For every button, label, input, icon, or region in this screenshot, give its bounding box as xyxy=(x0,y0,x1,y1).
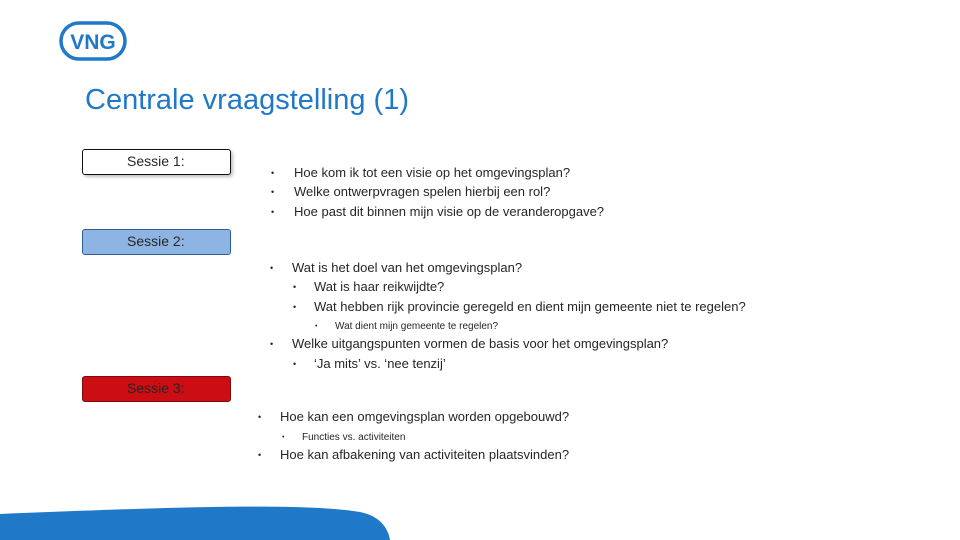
page-title: Centrale vraagstelling (1) xyxy=(85,84,409,116)
bullet-icon: • xyxy=(271,187,275,197)
s3-question-1: • Hoe kan een omgevingsplan worden opgebouwd? xyxy=(258,409,570,424)
s1-question-1: • Hoe kom ik tot een visie op het omgevingsplan? xyxy=(271,165,571,180)
s2-question-2: • Welke uitgangspunten vormen de basis voor het omgevingsplan? xyxy=(270,336,669,351)
bullet-icon: • xyxy=(258,412,262,422)
bullet-icon: • xyxy=(293,302,297,312)
footer-wave xyxy=(0,504,390,540)
s3-question-2: • Hoe kan afbakening van activiteiten plaatsvinden? xyxy=(258,447,570,462)
bullet-icon: • xyxy=(258,450,262,460)
logo-text: VNG xyxy=(70,31,116,54)
s2-sub-sub-1: • Wat dient mijn gemeente te regelen? xyxy=(335,319,498,335)
s2-q2-sub-1: • ‘Ja mits’ vs. ‘nee tenzij’ xyxy=(293,356,446,371)
s2-sub-1: • Wat is haar reikwijdte? xyxy=(293,279,445,294)
s2-question-1: • Wat is het doel van het omgevingsplan? xyxy=(270,260,523,275)
s1-question-3: • Hoe past dit binnen mijn visie op de veranderopgave? xyxy=(271,204,605,219)
bullet-icon: • xyxy=(270,339,274,349)
bullet-icon: • xyxy=(293,359,297,369)
vng-logo xyxy=(58,20,128,62)
session-3-label: Sessie 3: xyxy=(82,376,231,402)
s3-sub-1: • Functies vs. activiteiten xyxy=(302,430,405,446)
session-2-label: Sessie 2: xyxy=(82,229,231,255)
session-1-label: Sessie 1: xyxy=(82,149,231,175)
bullet-icon: • xyxy=(271,207,275,217)
bullet-icon: • xyxy=(282,434,285,441)
bullet-icon: • xyxy=(315,323,318,330)
s2-sub-2: • Wat hebben rijk provincie geregeld en dient mijn gemeente niet te regelen? xyxy=(293,299,746,314)
bullet-icon: • xyxy=(270,263,274,273)
s1-question-2: • Welke ontwerpvragen spelen hierbij een rol? xyxy=(271,184,551,199)
bullet-icon: • xyxy=(271,168,275,178)
bullet-icon: • xyxy=(293,282,297,292)
